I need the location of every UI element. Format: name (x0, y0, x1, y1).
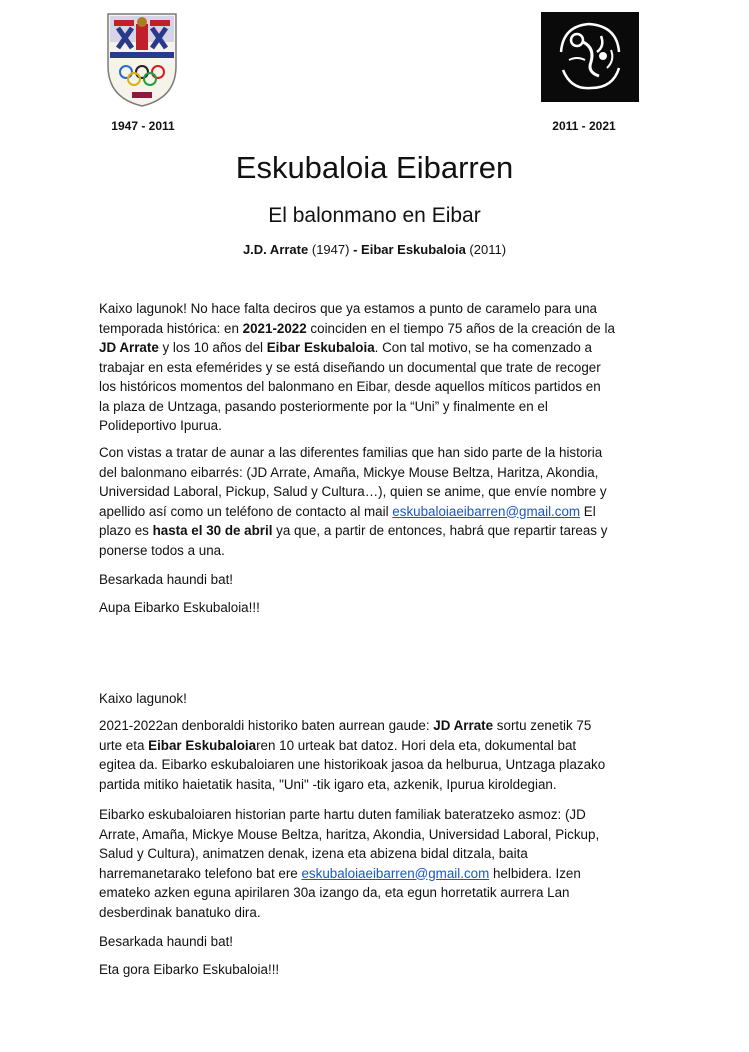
basque-paragraph-3 (99, 805, 665, 922)
text-line: la plaza de Untzaga, pasando posteriormente por la “Uni” y finalmente en el (99, 398, 548, 414)
email-link[interactable]: eskubaloiaeibarren@gmail.com (392, 503, 581, 519)
basque-closing: Besarkada haundi bat! (99, 934, 234, 949)
byline-year2: (2011) (469, 242, 507, 257)
byline (0, 242, 749, 257)
text-line: Eibarko eskubaloiaren historian parte hartu duten familiak bateratzeko asmoz: (JD (99, 807, 586, 822)
text-line: los históricos momentos del balonmano en Eibar, desde aquellos míticos partidos en (99, 379, 601, 394)
document-subtitle: El balonmano en Eibar (268, 204, 481, 227)
byline-year1: (1947) (311, 242, 350, 257)
text-line: Universidad Laboral, Pickup, Salud y Cultura…), quien se anime, que envíe nombre y (99, 484, 607, 499)
text-line: 2021-2022an denboraldi historiko baten aurrean gaude: JD Arrate sortu zenetik 75 (99, 718, 592, 733)
left-years: 1947 - 2011 (111, 119, 175, 133)
text-line: Salud y Cultura), animatzen denak, izena eta abizena bidal ditzala, baita (99, 846, 528, 861)
text-line: partida mitiko haietatik hasita, "Uni" -tik igaro eta, azkenik, Ipurua kiroldegian. (99, 776, 557, 792)
text-line: harremanetarako telefono bat ere eskubaloiaeibarren@gmail.com helbidera. Izen (99, 865, 581, 881)
handball-player-icon (541, 12, 639, 102)
text-line: temporada histórica: en 2021-2022 coinciden en el tiempo 75 años de la creación de la (99, 320, 615, 336)
spanish-paragraph-2 (99, 443, 665, 560)
byline-separator: - (353, 242, 358, 257)
text-line: desberdinak banatuko dira. (99, 904, 261, 920)
text-line: apellido así como un teléfono de contacto al mail eskubaloiaeibarren@gmail.com El (99, 503, 596, 519)
basque-greeting: Kaixo lagunok! (99, 691, 187, 706)
text-line: Con vistas a tratar de aunar a las diferentes familias que han sido parte de la historia (99, 445, 603, 460)
basque-signoff: Eta gora Eibarko Eskubaloia!!! (99, 962, 280, 977)
basque-paragraph-2 (99, 716, 665, 794)
text-line: Arrate, Amaña, Mickye Mouse Beltza, haritza, Akondia, Universidad Laboral, Pickup, (99, 826, 600, 842)
spanish-signoff: Aupa Eibarko Eskubaloia!!! (99, 600, 260, 615)
text-line: ponerse todos a una. (99, 542, 225, 558)
byline-club1: J.D. Arrate (242, 242, 309, 257)
text-line: JD Arrate y los 10 años del Eibar Eskubaloia. Con tal motivo, se ha comenzado a (99, 340, 592, 355)
document-title: Eskubaloia Eibarren (235, 150, 514, 185)
spanish-closing: Besarkada haundi bat! (99, 572, 234, 587)
email-link[interactable]: eskubaloiaeibarren@gmail.com (301, 865, 490, 881)
text-line: del balonmano eibarrés: (JD Arrate, Amaña, Mickye Mouse Beltza, Haritza, Akondia, (99, 464, 599, 480)
text-line: plazo es hasta el 30 de abril ya que, a partir de entonces, habrá que repartir tareas y (99, 523, 608, 538)
spanish-paragraph-1 (99, 299, 665, 436)
text-line: trabajar en esta efemérides y se está diseñando un documental que trate de recoger (99, 359, 601, 375)
club-crest-icon (104, 8, 180, 108)
text-line: egitea da. Eibarko eskubaloiaren une historikoak jasoa da helburua, Untzaga plazako (99, 757, 606, 772)
text-line: Polideportivo Ipurua. (99, 418, 222, 433)
byline-club2: Eibar Eskubaloia (361, 242, 466, 257)
right-years: 2011 - 2021 (552, 119, 616, 133)
text-line: emateko azken eguna apirilaren 30a izango da, eta egun horretatik aurrera Lan (99, 885, 570, 900)
text-line: Kaixo lagunok! No hace falta deciros que ya estamos a punto de caramelo para una (99, 301, 597, 316)
text-line: urte eta Eibar Eskubaloiaren 10 urteak bat datoz. Hori dela eta, dokumental bat (99, 737, 577, 753)
